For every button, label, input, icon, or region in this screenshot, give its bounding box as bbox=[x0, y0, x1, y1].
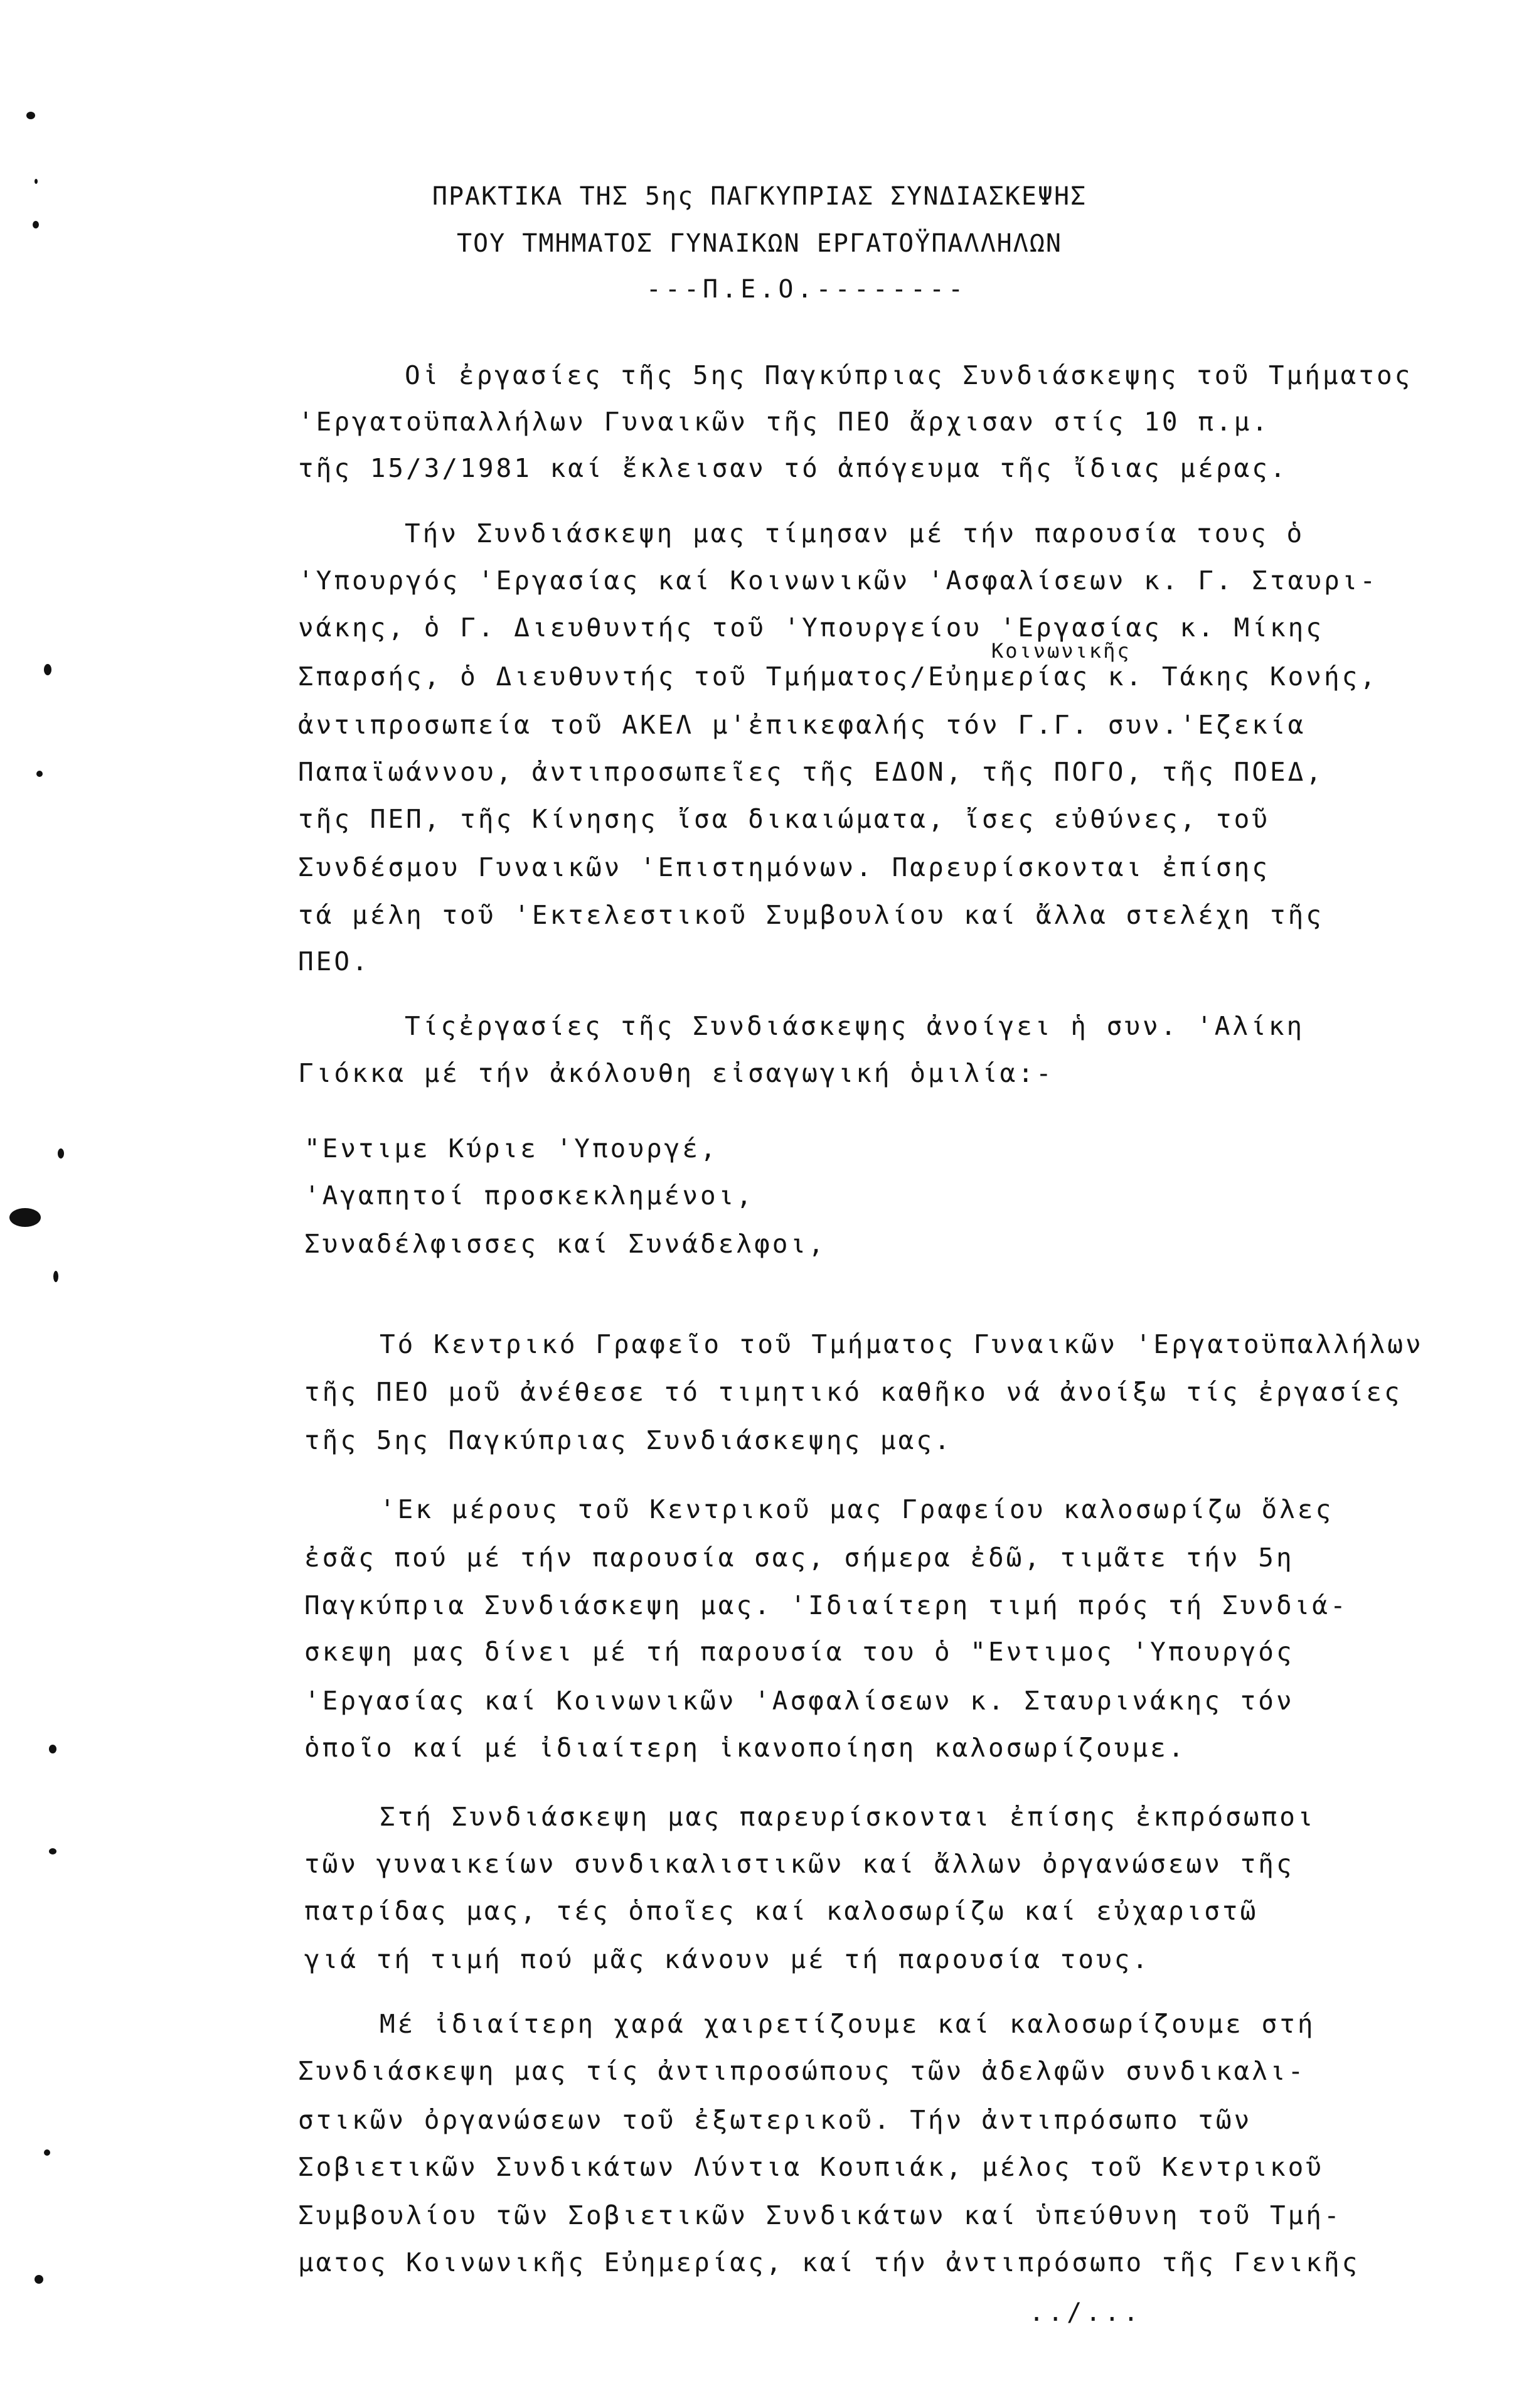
p6-line-1: Στή Συνδιάσκεψη μας παρευρίσκονται ἐπίσης ἐκπρόσωποι bbox=[380, 1802, 1316, 1832]
scan-speck bbox=[35, 2275, 43, 2284]
p1-line-3: τῆς 15/3/1981 καί ἔκλεισαν τό ἀπόγευμα τῆς ἴδιας μέρας. bbox=[298, 453, 1288, 483]
p2-line-1: Τήν Συνδιάσκεψη μας τίμησαν μέ τήν παρουσία τους ὁ bbox=[405, 518, 1305, 548]
p5-line-2: ἐσᾶς πού μέ τήν παρουσία σας, σήμερα ἐδῶ, τιμᾶτε τήν 5η bbox=[304, 1543, 1294, 1573]
p2-line-4: Σπαρσής, ὁ Διευθυντής τοῦ Τμήματος/Εὐημερίας κ. Τάκης Κονής, bbox=[298, 661, 1378, 692]
p2-line-2: 'Υπουργός 'Εργασίας καί Κοινωνικῶν 'Ασφαλίσεων κ. Γ. Σταυρι- bbox=[298, 565, 1378, 596]
p7-line-4: Σοβιετικῶν Συνδικάτων Λύντια Κουπιάκ, μέλος τοῦ Κεντρικοῦ bbox=[298, 2152, 1324, 2182]
title-line-3: ---Π.Ε.Ο.-------- bbox=[646, 275, 967, 304]
p5-line-5: 'Εργασίας καί Κοινωνικῶν 'Ασφαλίσεων κ. Σταυρινάκης τόν bbox=[304, 1686, 1294, 1716]
p1-line-1: Οἱ ἐργασίες τῆς 5ης Παγκύπριας Συνδιάσκεψης τοῦ Τμήματος bbox=[405, 360, 1413, 390]
p2-line-8: Συνδέσμου Γυναικῶν 'Επιστημόνων. Παρευρίσκονται ἐπίσης bbox=[298, 852, 1270, 882]
p7-line-5: Συμβουλίου τῶν Σοβιετικῶν Συνδικάτων καί ὑπεύθυνη τοῦ Τμή- bbox=[298, 2200, 1342, 2230]
scan-speck bbox=[49, 1745, 56, 1753]
p7-line-1: Μέ ἰδιαίτερη χαρά χαιρετίζουμε καί καλοσωρίζουμε στή bbox=[380, 2009, 1316, 2039]
p1-line-2: 'Εργατοϋπαλλήλων Γυναικῶν τῆς ΠΕΟ ἄρχισαν στίς 10 π.μ. bbox=[298, 407, 1270, 437]
p5-line-1: 'Εκ μέρους τοῦ Κεντρικοῦ μας Γραφείου καλοσωρίζω ὅλες bbox=[380, 1494, 1334, 1524]
scan-speck bbox=[44, 664, 51, 675]
p2-line-7: τῆς ΠΕΠ, τῆς Κίνησης ἴσα δικαιώματα, ἴσες εὐθύνες, τοῦ bbox=[298, 804, 1270, 834]
scan-speck bbox=[9, 1208, 41, 1227]
salutation-line-3: Συναδέλφισσες καί Συνάδελφοι, bbox=[304, 1229, 826, 1259]
p6-line-3: πατρίδας μας, τές ὁποῖες καί καλοσωρίζω καί εὐχαριστῶ bbox=[304, 1896, 1259, 1926]
p7-line-3: στικῶν ὀργανώσεων τοῦ ἐξωτερικοῦ. Τήν ἀντιπρόσωπο τῶν bbox=[298, 2105, 1252, 2135]
salutation-line-1: "Εντιμε Κύριε 'Υπουργέ, bbox=[304, 1133, 718, 1164]
scan-speck bbox=[58, 1148, 64, 1159]
p5-line-6: ὁποῖο καί μέ ἰδιαίτερη ἱκανοποίηση καλοσωρίζουμε. bbox=[304, 1733, 1186, 1763]
p6-line-2: τῶν γυναικείων συνδικαλιστικῶν καί ἄλλων ὀργανώσεων τῆς bbox=[304, 1849, 1294, 1879]
p7-line-2: Συνδιάσκεψη μας τίς ἀντιπροσώπους τῶν ἀδελφῶν συνδικαλι- bbox=[298, 2056, 1306, 2086]
salutation-line-2: 'Αγαπητοί προσκεκλημένοι, bbox=[304, 1180, 755, 1211]
p5-line-4: σκεψη μας δίνει μέ τή παρουσία του ὁ "Εντιμος 'Υπουργός bbox=[304, 1637, 1294, 1667]
title-line-2: ΤΟΥ ΤΜΗΜΑΤΟΣ ΓΥΝΑΙΚΩΝ ΕΡΓΑΤΟΫΠΑΛΛΗΛΩΝ bbox=[456, 229, 1063, 258]
p4-line-2: τῆς ΠΕΟ μοῦ ἀνέθεσε τό τιμητικό καθῆκο νά ἀνοίξω τίς ἐργασίες bbox=[304, 1377, 1402, 1407]
p2-line-6: Παπαϊωάννου, ἀντιπροσωπεῖες τῆς ΕΔΟΝ, τῆς ΠΟΓΟ, τῆς ΠΟΕΔ, bbox=[298, 757, 1324, 787]
p2-line-9: τά μέλη τοῦ 'Εκτελεστικοῦ Συμβουλίου καί ἄλλα στελέχη τῆς bbox=[298, 900, 1324, 930]
scan-speck bbox=[49, 1848, 56, 1854]
scan-speck bbox=[33, 221, 39, 228]
p6-line-4: γιά τή τιμή πού μᾶς κάνουν μέ τή παρουσία τους. bbox=[304, 1944, 1151, 1974]
p3-line-1: Τίςἐργασίες τῆς Συνδιάσκεψης ἀνοίγει ἡ συν. 'Αλίκη bbox=[405, 1011, 1305, 1041]
p5-line-3: Παγκύπρια Συνδιάσκεψη μας. 'Ιδιαίτερη τιμή πρός τή Συνδιά- bbox=[304, 1590, 1348, 1620]
p2-insert-word: Κοινωνικῆς bbox=[991, 639, 1131, 663]
scan-speck bbox=[44, 2149, 50, 2156]
title-line-1: ΠΡΑΚΤΙΚΑ ΤΗΣ 5ης ΠΑΓΚΥΠΡΙΑΣ ΣΥΝΔΙΑΣΚΕΨΗΣ bbox=[432, 182, 1087, 211]
scan-speck bbox=[35, 179, 38, 184]
continued-marker: ../... bbox=[1029, 2298, 1143, 2327]
p4-line-1: Τό Κεντρικό Γραφεῖο τοῦ Τμήματος Γυναικῶν 'Εργατοϋπαλλήλων bbox=[380, 1329, 1424, 1359]
p4-line-3: τῆς 5ης Παγκύπριας Συνδιάσκεψης μας. bbox=[304, 1425, 952, 1455]
scan-speck bbox=[26, 112, 35, 119]
p7-line-6: ματος Κοινωνικῆς Εὐημερίας, καί τήν ἀντιπρόσωπο τῆς Γενικῆς bbox=[298, 2247, 1360, 2277]
scan-speck bbox=[53, 1271, 58, 1282]
p2-line-3: νάκης, ὁ Γ. Διευθυντής τοῦ 'Υπουργείου 'Εργασίας κ. Μίκης bbox=[298, 613, 1324, 643]
p2-line-10: ΠΕΟ. bbox=[298, 946, 370, 977]
p3-line-2: Γιόκκα μέ τήν ἀκόλουθη εἰσαγωγική ὁμιλία:- bbox=[298, 1058, 1054, 1088]
p2-line-5: ἀντιπροσωπεία τοῦ ΑΚΕΛ μ'ἐπικεφαλής τόν Γ.Γ. συν.'Εζεκία bbox=[298, 710, 1306, 740]
scan-speck bbox=[36, 771, 43, 777]
